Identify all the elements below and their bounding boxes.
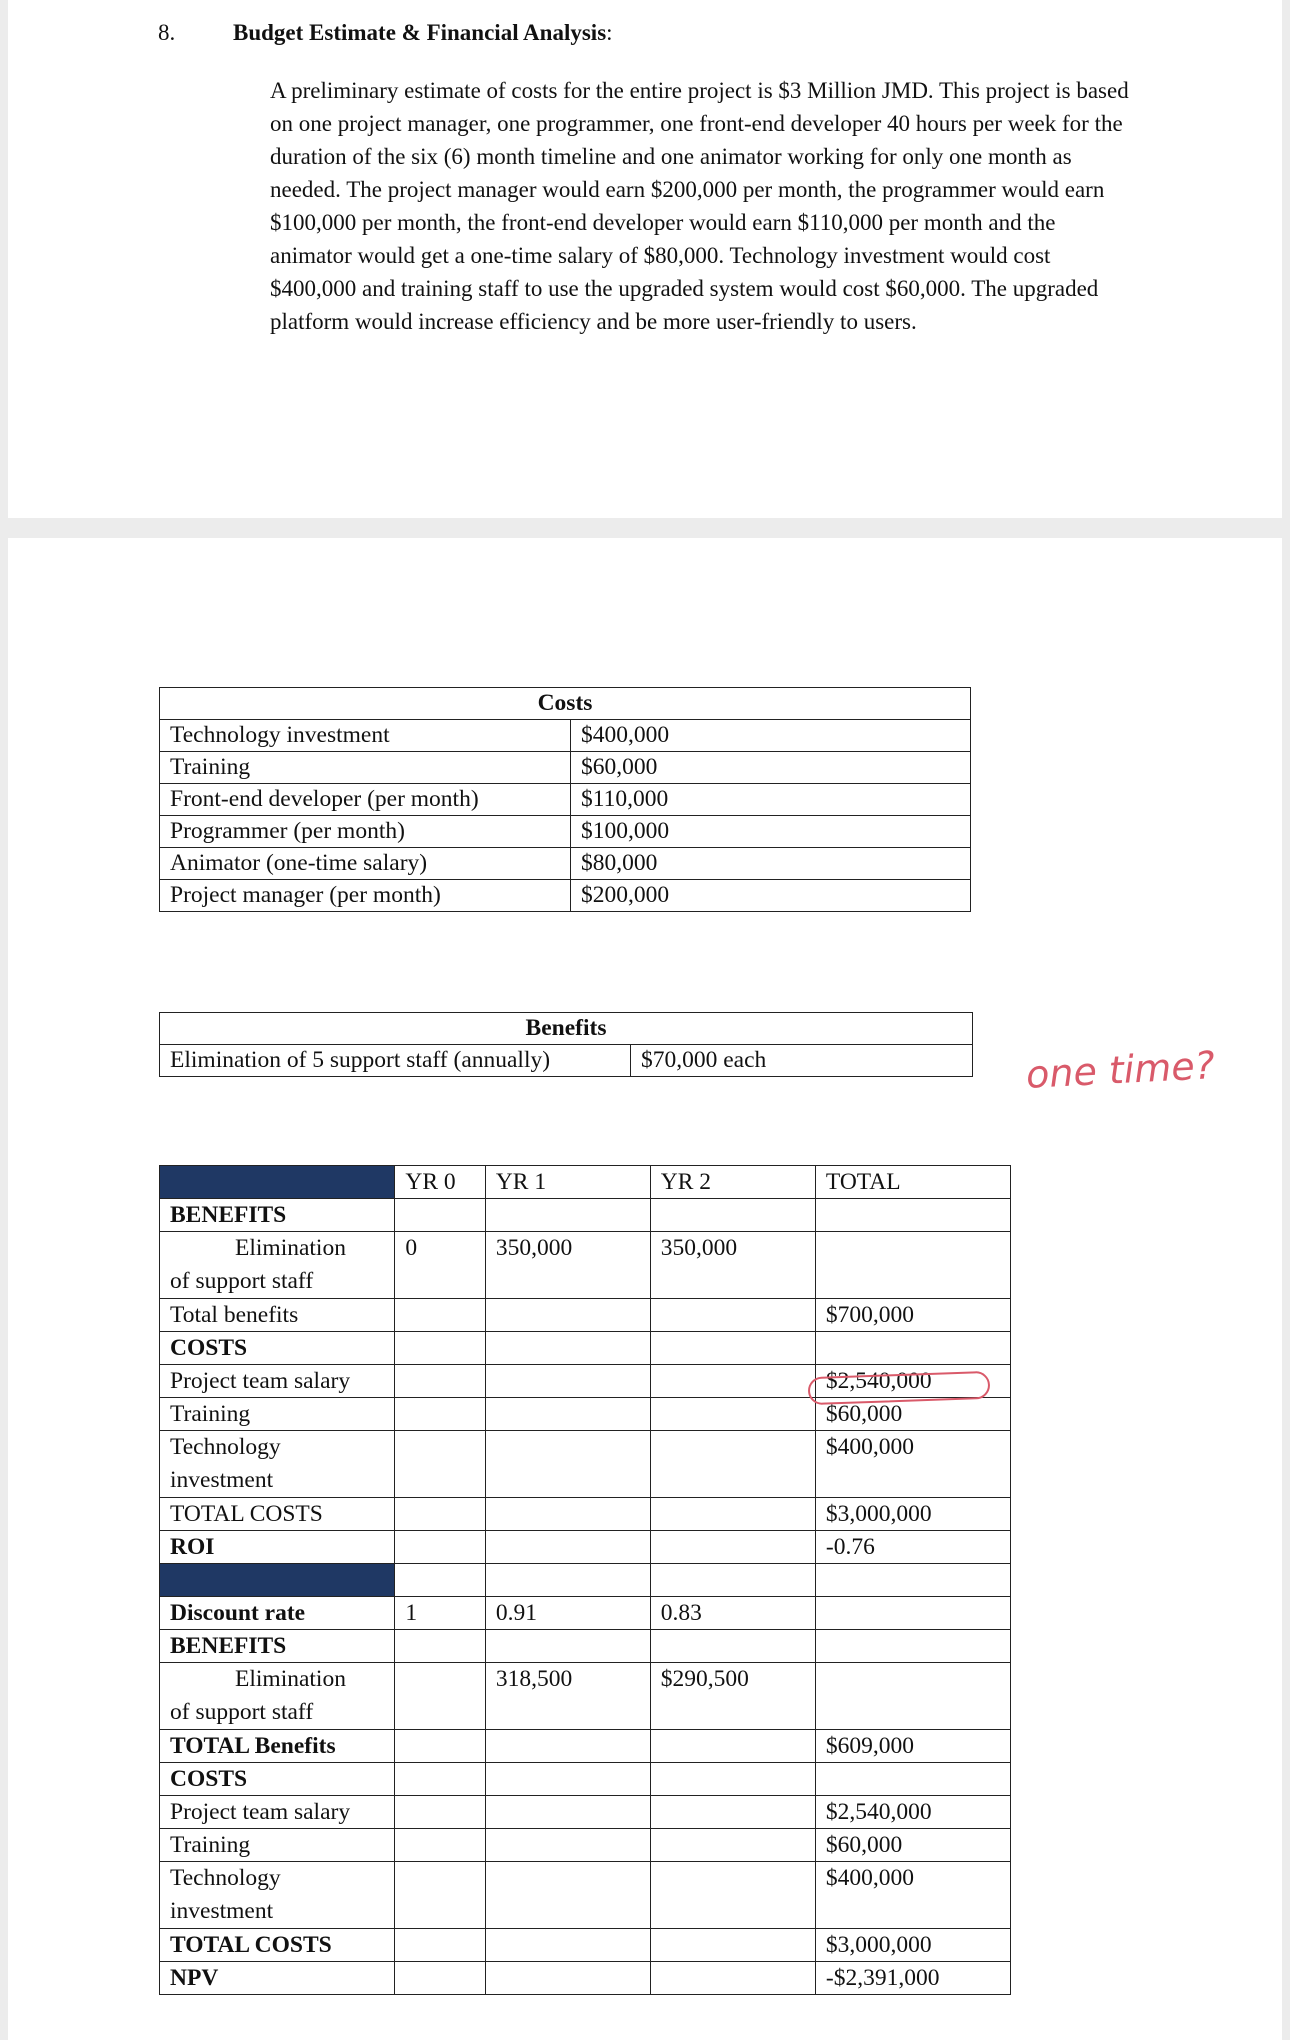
table-row: Project team salary $2,540,000 bbox=[160, 1796, 1011, 1829]
circled-training-total: $60,000 bbox=[815, 1398, 1010, 1431]
table-row: Front-end developer (per month) $110,000 bbox=[160, 784, 971, 816]
page-two bbox=[8, 538, 1282, 2040]
analysis-table: YR 0 YR 1 YR 2 TOTAL BENEFITS Elimination of support staff 0 350,000 350,000 Total benefits $700,000 COSTS Project team salary $2,540,000 Training $60,000 Technology investment $400,000 TOTAL COSTS $3,000,000 ROI -0.76 Discount rate 1 0.91 0.83 BENEFITS Elimination of support staff 318,500 $290,500 TOTAL Benefits $609,000 COSTS Project team salary $2,540,000 Training $60,000 Technology investment $400,000 TOTAL COSTS $3,000,000 NPV -$2,391,000 bbox=[159, 1165, 1011, 1995]
table-row: Training $60,000 bbox=[160, 1829, 1011, 1862]
benefits-table-title: Benefits bbox=[160, 1013, 973, 1045]
table-row: Technology investment $400,000 bbox=[160, 1431, 1011, 1498]
navy-separator-cell bbox=[160, 1564, 395, 1597]
page-one bbox=[8, 0, 1282, 518]
table-row: Animator (one-time salary) $80,000 bbox=[160, 848, 971, 880]
table-row: Technology investment $400,000 bbox=[160, 1862, 1011, 1929]
benefits-table bbox=[159, 1012, 973, 1077]
section-title: Budget Estimate & Financial Analysis: bbox=[233, 20, 613, 45]
table-row: Elimination of support staff 0 350,000 350,000 bbox=[160, 1232, 1011, 1299]
costs-table bbox=[159, 687, 971, 912]
table-row: Technology investment $400,000 bbox=[160, 720, 971, 752]
table-row: Project team salary $2,540,000 bbox=[160, 1365, 1011, 1398]
handwritten-annotation: one time? bbox=[1024, 1043, 1216, 1097]
table-row: Training $60,000 bbox=[160, 752, 971, 784]
section-number: 8. bbox=[158, 20, 176, 45]
table-row: Training $60,000 bbox=[160, 1398, 1011, 1431]
table-row: Programmer (per month) $100,000 bbox=[160, 816, 971, 848]
table-row: Project manager (per month) $200,000 bbox=[160, 880, 971, 912]
circled-salary-total: $2,540,000 bbox=[815, 1365, 1010, 1398]
costs-table-title: Costs bbox=[160, 688, 971, 720]
table-row: Elimination of support staff 318,500 $290,500 bbox=[160, 1663, 1011, 1730]
navy-header-cell bbox=[160, 1166, 395, 1199]
table-row: Elimination of 5 support staff (annually) $70,000 each bbox=[160, 1045, 973, 1077]
intro-paragraph: A preliminary estimate of costs for the entire project is $3 Million JMD. This project is based on one project manager, one programmer, one front-end developer 40 hours per week for the duration of the six (6) month timeline and one animator working for only one month as needed. The project manager would earn $200,000 per month, the programmer would earn $100,000 per month, the front-end developer would earn $110,000 per month and the animator would get a one-time salary of $80,000. Technology investment would cost $400,000 and training staff to use the upgraded system would cost $60,000. The upgraded platform would increase efficiency and be more user-friendly to users. bbox=[270, 78, 1129, 334]
